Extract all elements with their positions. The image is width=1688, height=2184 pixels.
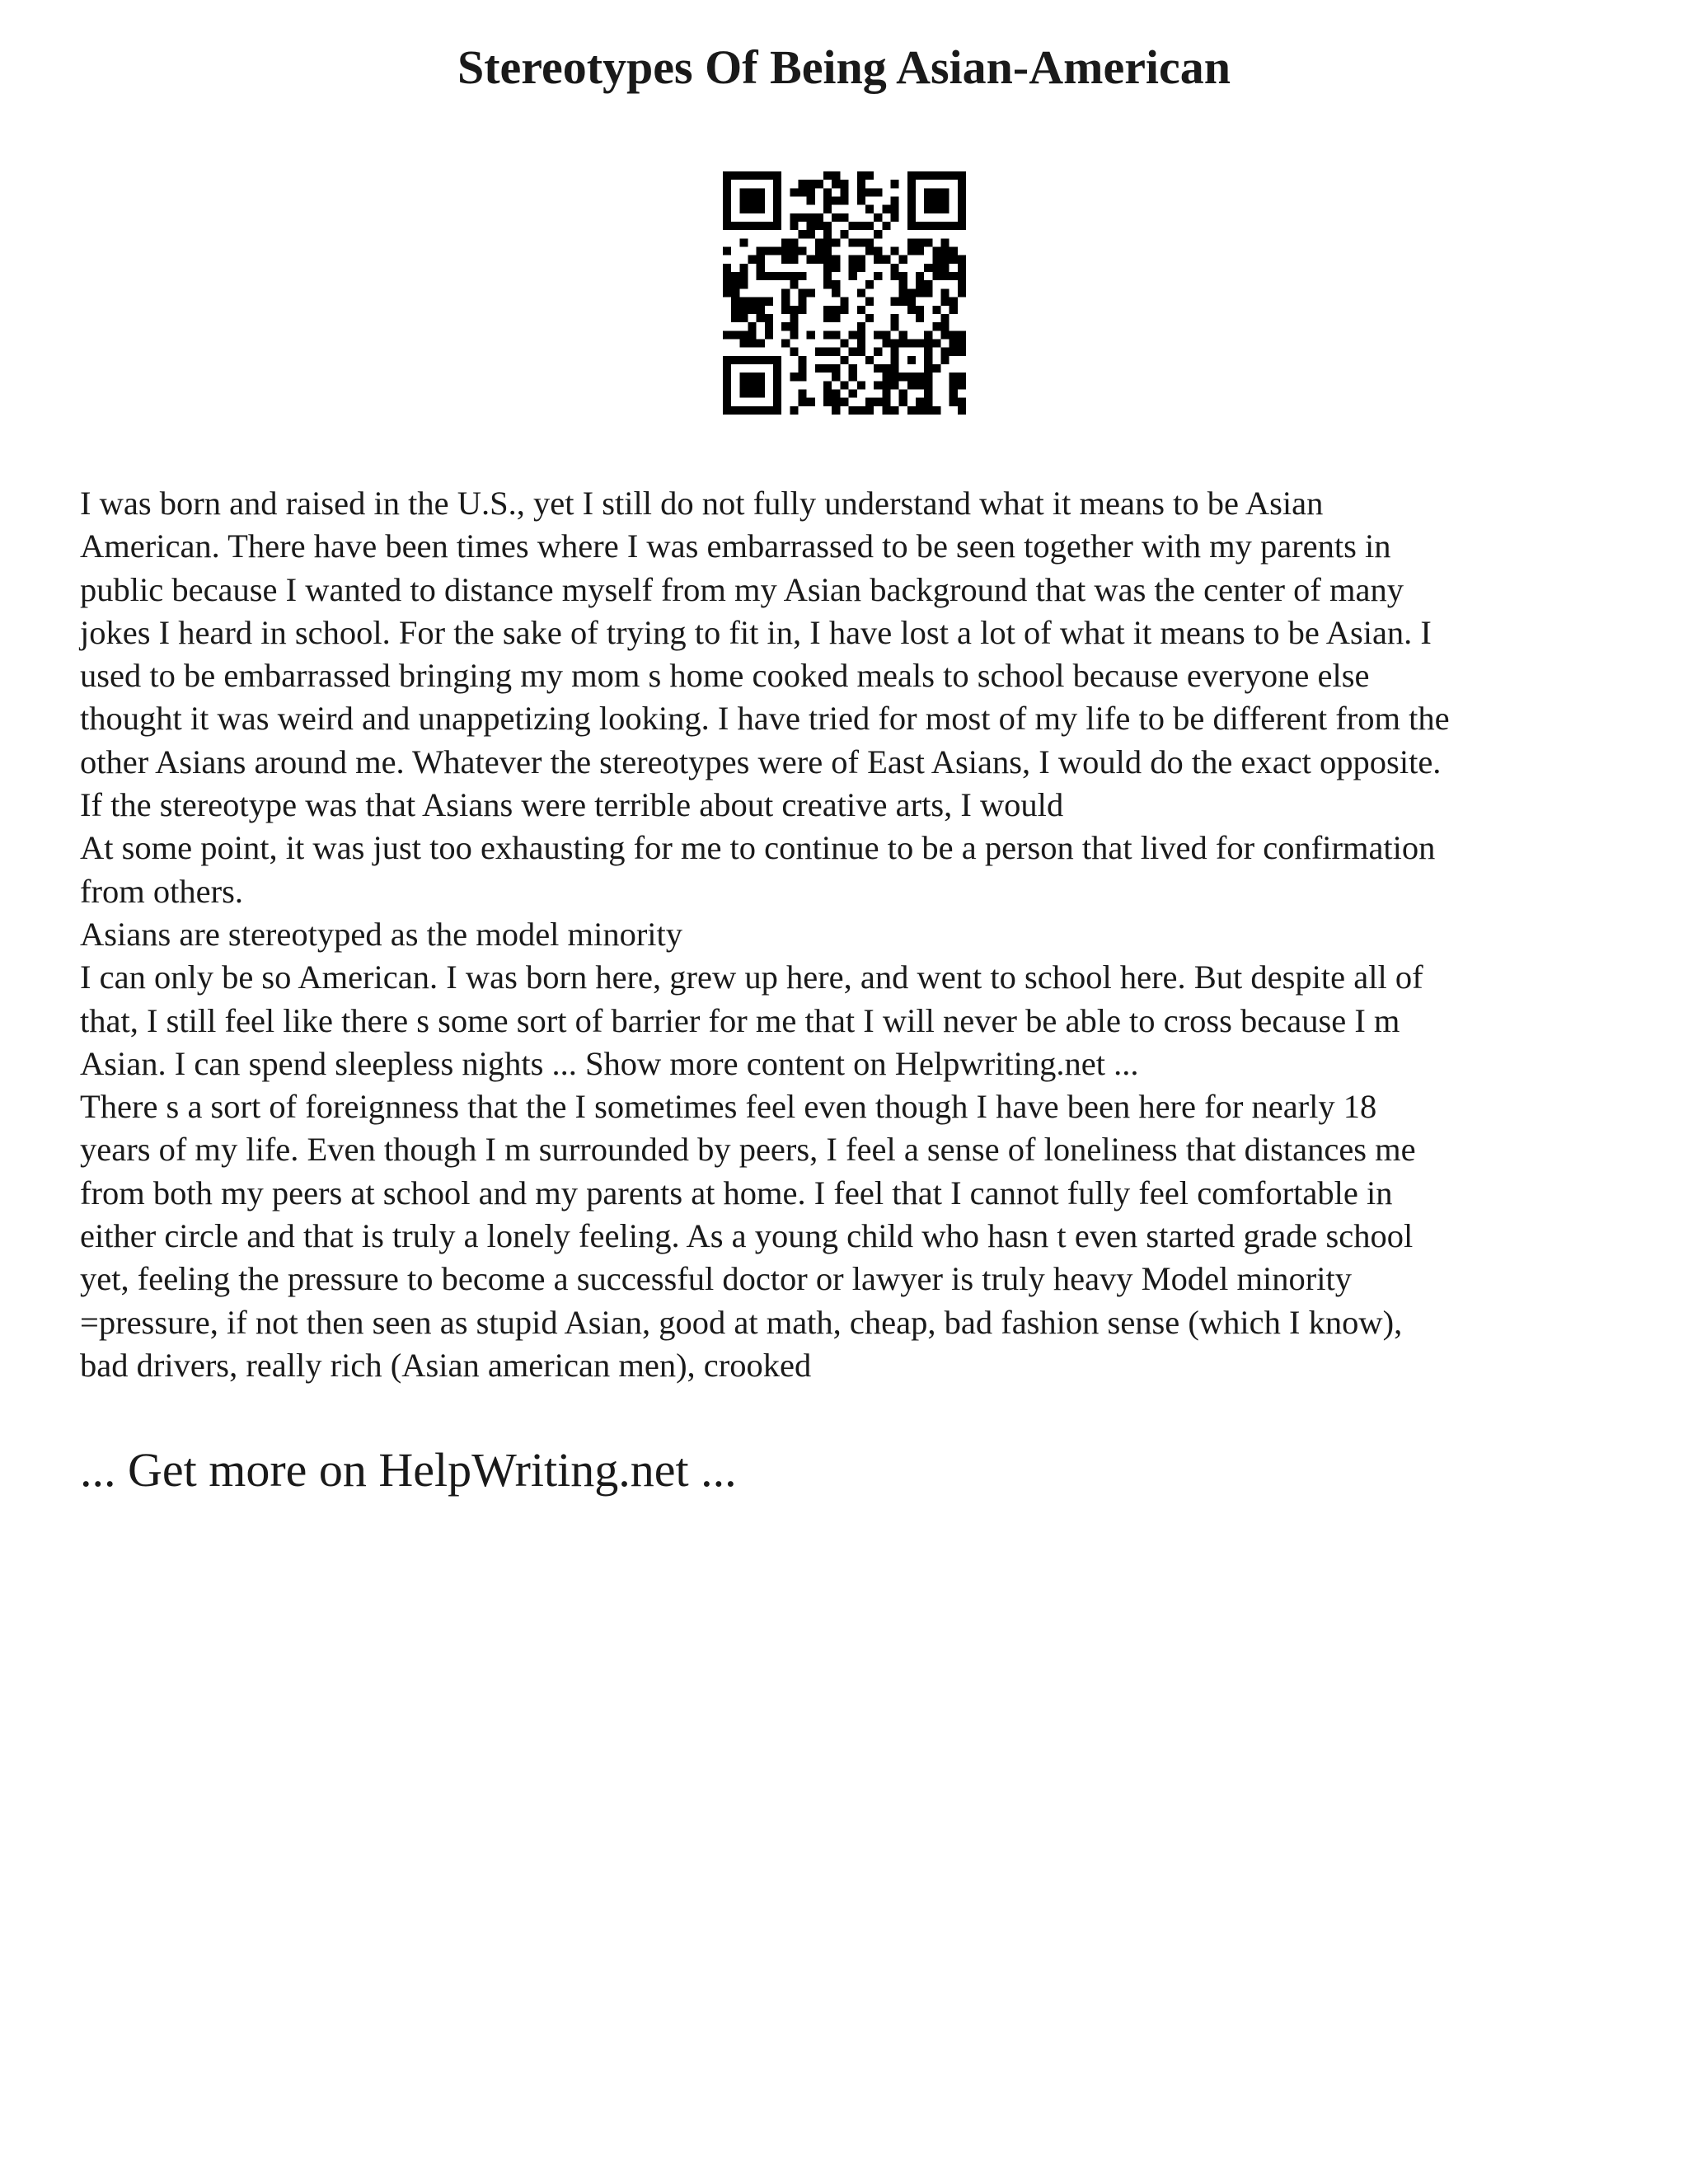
- body-line: public because I wanted to distance myself from my Asian background that was the center of many: [80, 570, 1404, 608]
- body-line: that, I still feel like there s some sort of barrier for me that I will never be able to cross because I m: [80, 1001, 1400, 1039]
- body-line: thought it was weird and unappetizing looking. I have tried for most of my life to be different from the: [80, 700, 1450, 738]
- body-line: either circle and that is truly a lonely feeling. As a young child who hasn t even started grade school: [80, 1217, 1414, 1255]
- body-line: I can only be so American. I was born here, grew up here, and went to school here. But despite all of: [80, 958, 1423, 996]
- body-line: bad drivers, really rich (Asian american men), crooked: [80, 1346, 812, 1384]
- body-line: At some point, it was just too exhausting for me to continue to be a person that lived for confirmation: [80, 829, 1436, 867]
- body-line: used to be embarrassed bringing my mom s home cooked meals to school because everyone else: [80, 657, 1370, 695]
- body-line: Asian. I can spend sleepless nights ... Show more content on Helpwriting.net ...: [80, 1044, 1139, 1082]
- body-line: If the stereotype was that Asians were terrible about creative arts, I would: [80, 786, 1064, 824]
- body-text: [80, 482, 1629, 1387]
- get-more-link[interactable]: ... Get more on HelpWriting.net ...: [80, 1443, 737, 1497]
- document-title: Stereotypes Of Being Asian-American: [457, 40, 1231, 94]
- body-line: other Asians around me. Whatever the stereotypes were of East Asians, I would do the exact opposite.: [80, 743, 1442, 780]
- body-line: jokes I heard in school. For the sake of trying to fit in, I have lost a lot of what it means to be Asian. I: [80, 613, 1432, 651]
- body-line: =pressure, if not then seen as stupid Asian, good at math, cheap, bad fashion sense (which I know),: [80, 1303, 1403, 1341]
- qr-code-icon[interactable]: [723, 171, 966, 415]
- body-line: Asians are stereotyped as the model minority: [80, 915, 683, 953]
- body-line: years of my life. Even though I m surrounded by peers, I feel a sense of loneliness that distances me: [80, 1131, 1416, 1169]
- body-line: from others.: [80, 872, 243, 910]
- body-line: American. There have been times where I was embarrassed to be seen together with my parents in: [80, 527, 1391, 565]
- body-line: I was born and raised in the U.S., yet I still do not fully understand what it means to be Asian: [80, 485, 1324, 522]
- body-line: yet, feeling the pressure to become a successful doctor or lawyer is truly heavy Model minority: [80, 1260, 1353, 1298]
- body-line: There s a sort of foreignness that the I sometimes feel even though I have been here for nearly 18: [80, 1088, 1377, 1126]
- body-line: from both my peers at school and my parents at home. I feel that I cannot fully feel comfortable in: [80, 1174, 1393, 1212]
